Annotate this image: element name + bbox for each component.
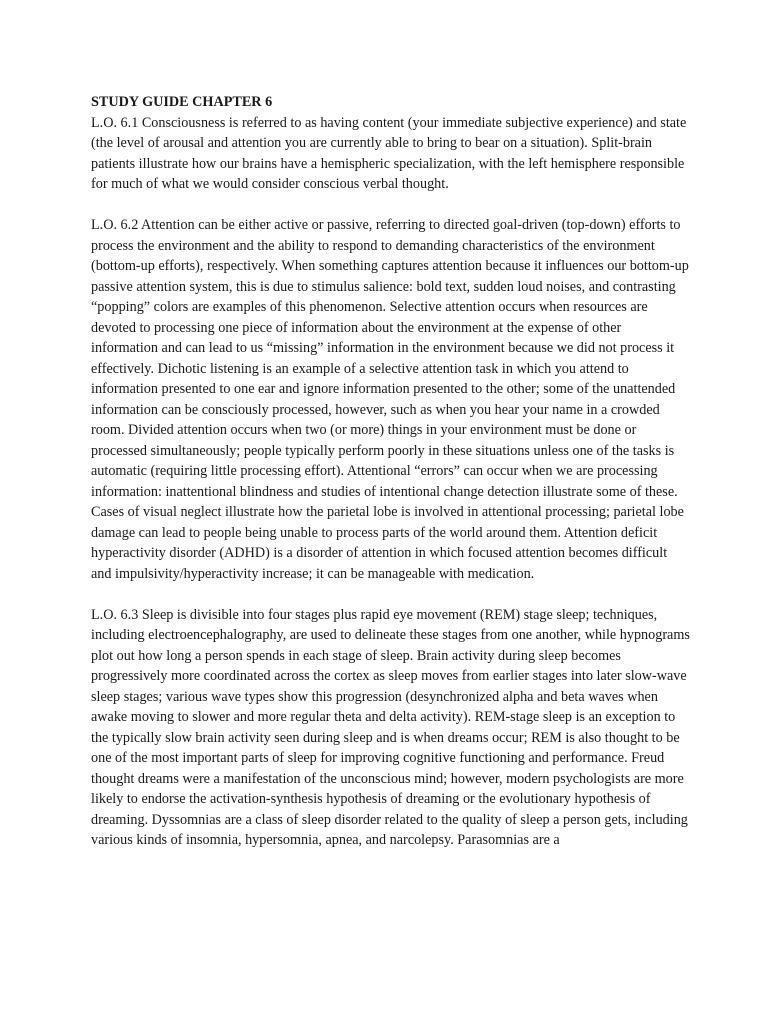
- document-title: STUDY GUIDE CHAPTER 6: [91, 94, 273, 110]
- paragraph-lo-6-3: L.O. 6.3 Sleep is divisible into four stages plus rapid eye movement (REM) stage sleep; techniques, including electroencephalography, are used to delineate these stages from one another, while hypnograms plot out how long a person spends in each stage of sleep. Brain activity during sleep becomes progressively more coordinated across the cortex as sleep moves from earlier stages into later slow-wave sleep stages; various wave types show this progression (desynchronized alpha and beta waves when awake moving to slower and more regular theta and delta activity). REM-stage sleep is an exception to the typically slow brain activity seen during sleep and is when dreams occur; REM is also thought to be one of the most important parts of sleep for improving cognitive functioning and performance. Freud thought dreams were a manifestation of the unconscious mind; however, modern psychologists are more likely to endorse the activation-synthesis hypothesis of dreaming or the evolutionary hypothesis of dreaming. Dyssomnias are a class of sleep disorder related to the quality of sleep a person gets, including various kinds of insomnia, hypersomnia, apnea, and narcolepsy. Parasomnias are a: [91, 606, 690, 848]
- paragraph-lo-6-1: L.O. 6.1 Consciousness is referred to as having content (your immediate subjective experience) and state (the level of arousal and attention you are currently able to bring to bear on a situation). Split-brain patients illustrate how our brains have a hemispheric specialization, with the left hemisphere responsible for much of what we would consider conscious verbal thought.: [91, 114, 687, 192]
- document-body: [91, 92, 691, 871]
- paragraph-lo-6-2: L.O. 6.2 Attention can be either active or passive, referring to directed goal-driven (top-down) efforts to process the environment and the ability to respond to demanding characteristics of the environment (bottom-up efforts), respectively. When something captures attention because it influences our bottom-up passive attention system, this is due to stimulus salience: bold text, sudden loud noises, and contrasting “popping” colors are examples of this phenomenon. Selective attention occurs when resources are devoted to processing one piece of information about the environment at the expense of other information and can lead to us “missing” information in the environment because we did not process it effectively. Dichotic listening is an example of a selective attention task in which you attend to information presented to one ear and ignore information presented to the other; some of the unattended information can be consciously processed, however, such as when you hear your name in a crowded room. Divided attention occurs when two (or more) things in your environment must be done or processed simultaneously; people typically perform poorly in these situations unless one of the tasks is automatic (requiring little processing effort). Attentional “errors” can occur when we are processing information: inattentional blindness and studies of intentional change detection illustrate some of these. Cases of visual neglect illustrate how the parietal lobe is involved in attentional processing; parietal lobe damage can lead to people being unable to process parts of the world around them. Attention deficit hyperactivity disorder (ADHD) is a disorder of attention in which focused attention becomes difficult and impulsivity/hyperactivity increase; it can be manageable with medication.: [91, 217, 689, 582]
